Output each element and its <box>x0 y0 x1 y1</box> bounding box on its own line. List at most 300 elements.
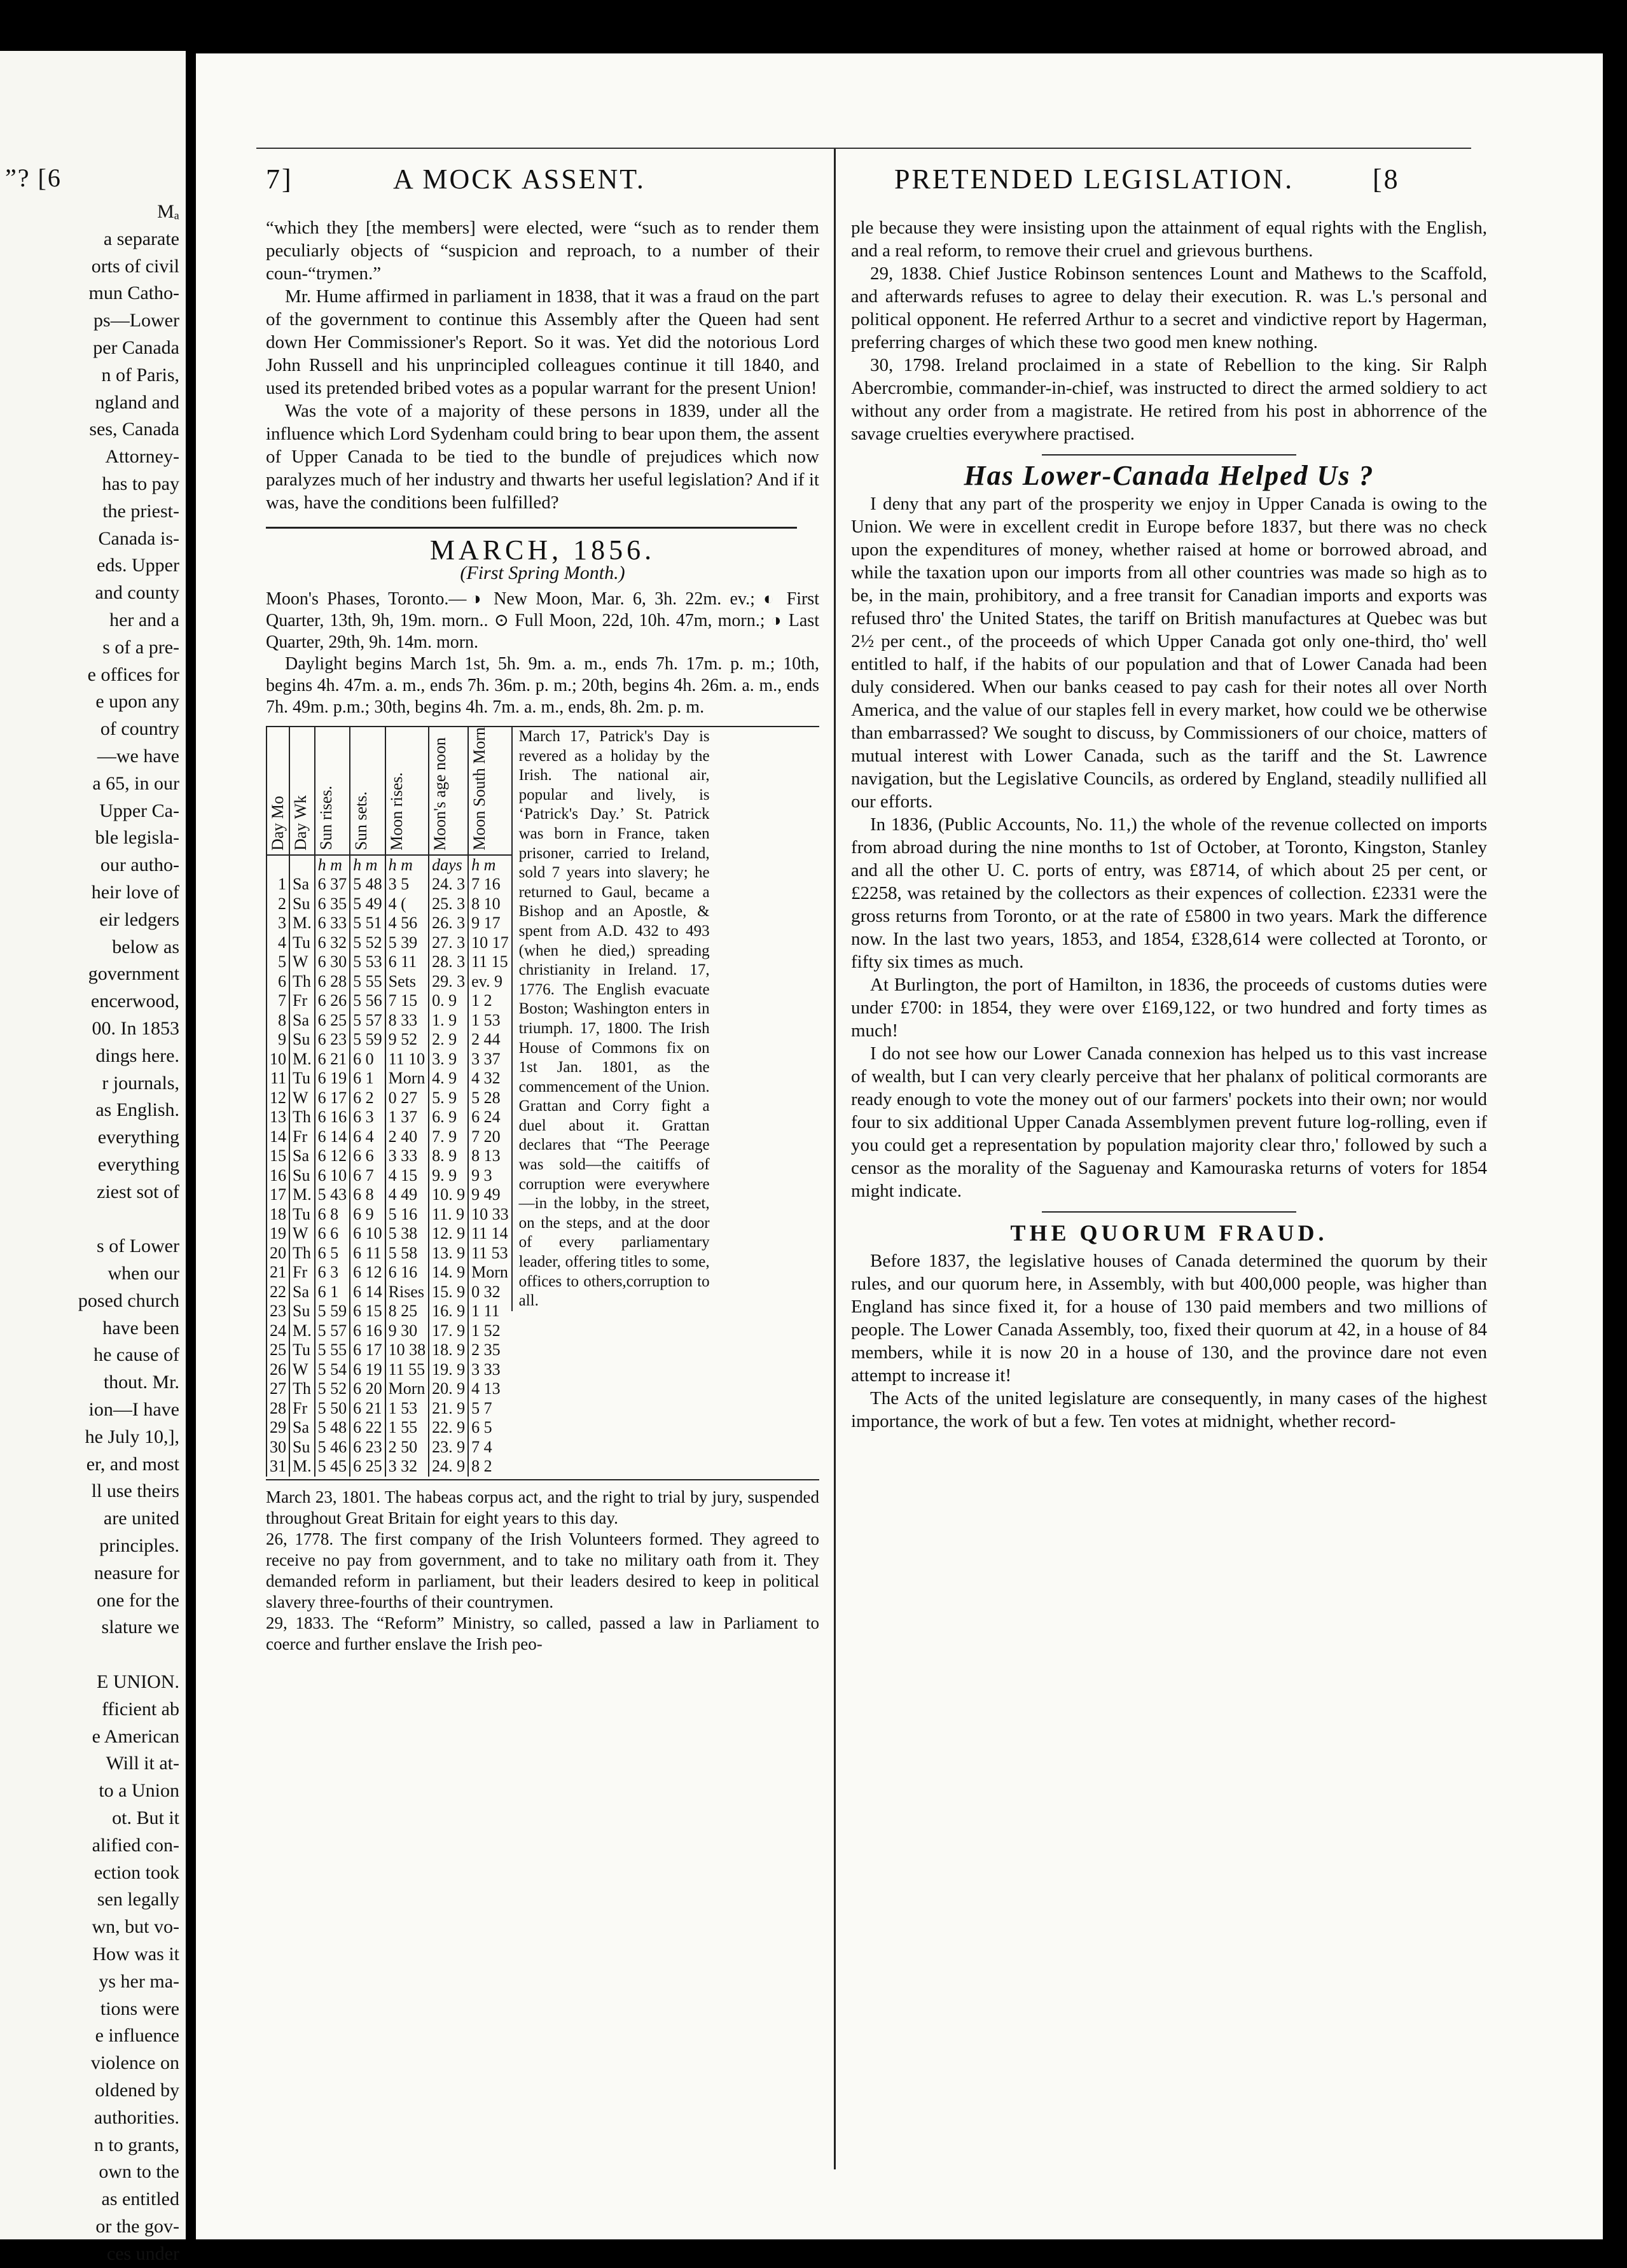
table-cell: 6 1 <box>350 1069 385 1089</box>
left-page-line: violence on <box>90 2052 179 2074</box>
section-rule <box>1042 454 1296 456</box>
table-cell: 15 <box>267 1146 289 1166</box>
left-page-line: ot. But it <box>112 1807 179 1829</box>
table-row <box>267 1069 511 1089</box>
table-cell: Tu <box>289 933 315 953</box>
table-cell: 6 8 <box>315 1205 350 1225</box>
table-row <box>267 1185 511 1205</box>
table-cell: 22. 9 <box>429 1418 468 1438</box>
left-page-line: tions were <box>100 1998 179 2019</box>
table-cell: 9 17 <box>468 914 511 933</box>
table-row <box>267 972 511 992</box>
table-bottom-rule <box>266 1479 819 1480</box>
table-cell: 6 3 <box>350 1108 385 1127</box>
almanac-section <box>266 727 819 1477</box>
table-cell: 7 <box>267 991 289 1011</box>
left-page-line: n of Paris, <box>101 364 179 386</box>
table-cell: 30 <box>267 1438 289 1458</box>
table-row <box>267 1011 511 1031</box>
table-cell: 10 38 <box>385 1340 429 1360</box>
table-cell: 8 13 <box>468 1146 511 1166</box>
left-page-text <box>6 198 179 2268</box>
table-cell: 27 <box>267 1379 289 1399</box>
table-header <box>468 727 511 855</box>
table-cell: 1 2 <box>468 991 511 1011</box>
table-cell: 18. 9 <box>429 1340 468 1360</box>
table-cell: 5 54 <box>315 1360 350 1380</box>
table-cell: 2 <box>267 894 289 914</box>
left-page-line: everything <box>97 1153 179 1175</box>
table-cell: 13 <box>267 1108 289 1127</box>
quote-block: “which they [the members] were elected, were “such as to render them peculiarly objects of “suspicion and reproach, to a number of their coun-“trymen.” <box>266 218 819 284</box>
table-cell: 4. 9 <box>429 1069 468 1089</box>
table-cell: 6 20 <box>350 1379 385 1399</box>
table-cell: 5 57 <box>350 1011 385 1031</box>
left-page-line: Attorney- <box>105 446 179 468</box>
left-page-line: Mₐ <box>157 201 179 222</box>
table-row <box>267 1438 511 1458</box>
table-cell: Th <box>289 1108 315 1127</box>
table-cell: 6. 9 <box>429 1108 468 1127</box>
table-cell: 19 <box>267 1224 289 1244</box>
left-page-line: principles. <box>99 1535 179 1557</box>
table-cell: 11 14 <box>468 1224 511 1244</box>
table-cell: 4 ( <box>385 894 429 914</box>
table-cell: 10 33 <box>468 1205 511 1225</box>
table-cell: 5 50 <box>315 1399 350 1419</box>
table-cell: 0. 9 <box>429 991 468 1011</box>
table-cell: 6 11 <box>350 1244 385 1263</box>
almanac-note: 26, 1778. The first company of the Irish Volunteers formed. They agreed to receive no pay from government, and to take no military oath from it. They demanded reform in parliament, but their leaders desired to keep in political slavery three-fourths of their countrymen. <box>266 1529 819 1611</box>
table-cell: 9. 9 <box>429 1166 468 1186</box>
left-page-line: er, and most <box>86 1453 179 1475</box>
left-page-line: eir ledgers <box>99 908 179 930</box>
table-cell: 21. 9 <box>429 1399 468 1419</box>
table-cell: 6 21 <box>350 1399 385 1419</box>
page-number-right: [8 <box>1373 163 1400 195</box>
table-cell: 9 3 <box>468 1166 511 1186</box>
table-cell: 4 32 <box>468 1069 511 1089</box>
table-cell: 6 <box>267 972 289 992</box>
left-page-line: eds. Upper <box>97 555 179 576</box>
table-cell: 27. 3 <box>429 933 468 953</box>
table-cell: 5 48 <box>350 875 385 894</box>
table-cell: 31 <box>267 1457 289 1477</box>
table-row <box>267 1283 511 1302</box>
table-cell: 8 25 <box>385 1302 429 1321</box>
left-page-line: ys her ma- <box>99 1970 179 1992</box>
table-row <box>267 952 511 972</box>
table-cell: 1 11 <box>468 1302 511 1321</box>
table-cell: Morn <box>468 1263 511 1283</box>
table-cell: 3 33 <box>385 1146 429 1166</box>
table-cell: 6 24 <box>468 1108 511 1127</box>
table-cell: 6 8 <box>350 1185 385 1205</box>
table-cell: 8. 9 <box>429 1146 468 1166</box>
left-page-line: below as <box>112 936 179 957</box>
table-row <box>267 1379 511 1399</box>
table-cell: Sa <box>289 1011 315 1031</box>
left-page-line: How was it <box>92 1944 179 1965</box>
left-page-line: ble legisla- <box>95 827 179 849</box>
left-page-line <box>6 1641 179 1669</box>
table-cell: 6 4 <box>350 1127 385 1147</box>
table-cell: W <box>289 1089 315 1108</box>
almanac-notes <box>266 1487 819 1655</box>
table-row <box>267 1244 511 1263</box>
table-row <box>267 1127 511 1147</box>
table-cell: Tu <box>289 1340 315 1360</box>
left-page-line: orts of civil <box>91 255 179 277</box>
table-cell: 6 19 <box>350 1360 385 1380</box>
almanac-title: MARCH, 1856. <box>429 534 656 566</box>
left-page-line: ll use theirs <box>91 1480 179 1502</box>
table-header-label: Sun rises. <box>316 786 335 851</box>
left-page-line: Canada is- <box>98 527 179 549</box>
table-cell: 6 22 <box>350 1418 385 1438</box>
table-cell: 6 33 <box>315 914 350 933</box>
table-cell: 6 25 <box>350 1457 385 1477</box>
left-page-line: ps—Lower <box>93 310 179 331</box>
table-cell: Fr <box>289 1127 315 1147</box>
left-page-line <box>6 1206 179 1233</box>
table-cell: 9 30 <box>385 1321 429 1341</box>
table-unit: h m <box>385 855 429 875</box>
table-row <box>267 1302 511 1321</box>
left-page-line: 00. In 1853 <box>92 1017 179 1039</box>
left-page-line: and county <box>95 582 179 604</box>
left-page-line: as English. <box>95 1099 179 1121</box>
table-cell: 10 <box>267 1050 289 1069</box>
table-cell: 12 <box>267 1089 289 1108</box>
table-cell: 3 32 <box>385 1457 429 1477</box>
table-cell: 14 <box>267 1127 289 1147</box>
table-cell: 6 12 <box>315 1146 350 1166</box>
section-heading: THE QUORUM FRAUD. <box>1010 1220 1328 1246</box>
table-cell: Su <box>289 1030 315 1050</box>
left-page-line: ses, Canada <box>89 419 179 440</box>
left-page-line: as entitled <box>101 2188 179 2210</box>
table-cell: 9 <box>267 1030 289 1050</box>
table-cell: 2. 9 <box>429 1030 468 1050</box>
table-cell: 2 40 <box>385 1127 429 1147</box>
left-page-line: thout. Mr. <box>103 1372 179 1393</box>
table-cell: 6 19 <box>315 1069 350 1089</box>
table-cell: 28 <box>267 1399 289 1419</box>
table-cell: Sa <box>289 1283 315 1302</box>
table-cell: Th <box>289 1379 315 1399</box>
table-cell: 6 23 <box>350 1438 385 1458</box>
table-row <box>267 1108 511 1127</box>
table-cell: 6 11 <box>385 952 429 972</box>
daylight-info: Daylight begins March 1st, 5h. 9m. a. m., ends 7h. 17m. p. m.; 10th, begins 4h. 47m. a. m., ends 7h. 36m. p. m.; 20th, begins 4h. 26m. a. m., ends 7h. 49m. p.m.; 30th, begins 4h. 7m. a. m., ends, 8h. 2m. p. m. <box>266 654 819 717</box>
table-cell: 7 4 <box>468 1438 511 1458</box>
left-page-line: n to grants, <box>93 2134 179 2155</box>
table-cell: Fr <box>289 1263 315 1283</box>
paragraph: 29, 1838. Chief Justice Robinson sentences Lount and Mathews to the Scaffold, and afterwards refuses to agree to delay their execution. R. was L.'s personal and political opponent. He referred Arthur to a secret and vindictive report by Hagerman, preferring charges of which these two good men knew nothing. <box>851 263 1487 352</box>
left-page-line: e influence <box>95 2025 179 2047</box>
page-number-left: 7] <box>266 163 293 195</box>
left-page-line: own to the <box>99 2161 179 2183</box>
table-cell: 5 59 <box>315 1302 350 1321</box>
left-page-line: posed church <box>78 1290 179 1311</box>
left-page-line: fficient ab <box>102 1698 179 1720</box>
table-cell: 5 53 <box>350 952 385 972</box>
paragraph: Mr. Hume affirmed in parliament in 1838, that it was a fraud on the part of the government to continue this Assembly after the Queen had sent down Her Commissioner's Report. So it was. Yet did the notorious Lord John Russell and his unprincipled colleagues continue it till 1840, and used its pretended bribed votes as a popular warrant for the present Union! <box>266 286 819 398</box>
left-page-line: he cause of <box>93 1344 179 1366</box>
table-header-label: Moon South Morn <box>470 727 489 851</box>
table-cell: 5 28 <box>468 1089 511 1108</box>
table-cell: M. <box>289 914 315 933</box>
table-header-label: Day Mo <box>268 795 287 851</box>
left-page-line: s of a pre- <box>102 636 179 658</box>
left-page-line: dings here. <box>95 1045 179 1066</box>
table-cell: W <box>289 1224 315 1244</box>
table-cell: 1 53 <box>385 1399 429 1419</box>
table-cell: 23 <box>267 1302 289 1321</box>
table-cell: 20. 9 <box>429 1379 468 1399</box>
left-page-line: e upon any <box>95 691 179 713</box>
header-rule <box>256 148 1471 149</box>
table-cell: 14. 9 <box>429 1263 468 1283</box>
table-cell: 18 <box>267 1205 289 1225</box>
left-page-line: ngland and <box>95 391 179 413</box>
table-cell: 4 13 <box>468 1379 511 1399</box>
table-row <box>267 894 511 914</box>
left-page-line: per Canada <box>93 337 179 358</box>
table-cell: 5 59 <box>350 1030 385 1050</box>
table-cell: 6 30 <box>315 952 350 972</box>
almanac-subtitle: (First Spring Month.) <box>460 562 625 583</box>
table-cell: 3 37 <box>468 1050 511 1069</box>
table-row <box>267 1166 511 1186</box>
left-page-line: e offices for <box>87 664 179 685</box>
table-cell: 12. 9 <box>429 1224 468 1244</box>
table-cell: 1 <box>267 875 289 894</box>
left-page-line: E UNION. <box>97 1671 179 1693</box>
left-page-line: have been <box>102 1317 179 1339</box>
table-cell: 10. 9 <box>429 1185 468 1205</box>
table-cell: 17. 9 <box>429 1321 468 1341</box>
table-cell: M. <box>289 1321 315 1341</box>
table-cell: 5 <box>267 952 289 972</box>
moon-phases: Moon's Phases, Toronto.—◑ New Moon, Mar. 6, 3h. 22m. ev.; ◐ First Quarter, 13th, 9h, 19m. morn.. ⊙ Full Moon, 22d, 10h. 47m, morn.; ◑ Last Quarter, 29th, 9h. 14m. morn. <box>266 589 819 652</box>
table-cell: 9 52 <box>385 1030 429 1050</box>
table-cell: 2 44 <box>468 1030 511 1050</box>
table-cell: 5 43 <box>315 1185 350 1205</box>
table-cell: 10 17 <box>468 933 511 953</box>
main-page <box>196 53 1603 2239</box>
left-column <box>266 216 819 1655</box>
table-cell: 5 58 <box>385 1244 429 1263</box>
left-page-line: everything <box>97 1127 179 1148</box>
table-cell: 6 6 <box>350 1146 385 1166</box>
table-cell: 8 33 <box>385 1011 429 1031</box>
table-row <box>267 1050 511 1069</box>
table-row <box>267 991 511 1011</box>
table-cell: 6 23 <box>315 1030 350 1050</box>
table-header <box>267 727 289 855</box>
table-cell: 4 56 <box>385 914 429 933</box>
table-cell: 6 32 <box>315 933 350 953</box>
table-row <box>267 1030 511 1050</box>
table-cell: 1 37 <box>385 1108 429 1127</box>
left-page-header: ”? [6 <box>5 163 62 192</box>
table-cell: Sa <box>289 1146 315 1166</box>
table-cell: 3. 9 <box>429 1050 468 1069</box>
left-page-line: mun Catho- <box>88 282 179 304</box>
table-unit: h m <box>315 855 350 875</box>
table-cell: Morn <box>385 1069 429 1089</box>
almanac-note: March 23, 1801. The habeas corpus act, and the right to trial by jury, suspended throughout Great Britain for eight years to this day. <box>266 1487 819 1527</box>
table-row <box>267 1205 511 1225</box>
table-cell: 7 20 <box>468 1127 511 1147</box>
table-cell: 24. 3 <box>429 875 468 894</box>
table-cell: 16 <box>267 1166 289 1186</box>
left-page-line: he July 10,], <box>85 1426 179 1447</box>
table-cell: 3 33 <box>468 1360 511 1380</box>
table-cell: 3 5 <box>385 875 429 894</box>
table-cell: 5. 9 <box>429 1089 468 1108</box>
left-page-line: a separate <box>103 228 179 249</box>
table-cell: 4 15 <box>385 1166 429 1186</box>
table-row <box>267 933 511 953</box>
table-header <box>385 727 429 855</box>
table-cell: 7 16 <box>468 875 511 894</box>
table-cell: Sa <box>289 875 315 894</box>
table-cell: 5 46 <box>315 1438 350 1458</box>
table-cell: 6 7 <box>350 1166 385 1186</box>
table-unit <box>267 855 289 875</box>
table-cell: 6 16 <box>385 1263 429 1283</box>
table-cell: 7 15 <box>385 991 429 1011</box>
left-page-line: sen legally <box>97 1889 179 1910</box>
table-header-label: Day Wk <box>291 795 310 851</box>
table-cell: 16. 9 <box>429 1302 468 1321</box>
table-cell: 11. 9 <box>429 1205 468 1225</box>
right-column <box>851 216 1487 1433</box>
table-cell: 11 53 <box>468 1244 511 1263</box>
table-cell: 24 <box>267 1321 289 1341</box>
table-cell: 2 35 <box>468 1340 511 1360</box>
table-cell: Su <box>289 1438 315 1458</box>
table-header <box>315 727 350 855</box>
table-cell: 1 55 <box>385 1418 429 1438</box>
table-cell: 17 <box>267 1185 289 1205</box>
paragraph: 30, 1798. Ireland proclaimed in a state of Rebellion to the king. Sir Ralph Abercrombie, commander-in-chief, was instructed to direct the armed soldiery to act without any order from a magistrate. He retired from his post in abhorrence of the savage cruelties everywhere practised. <box>851 355 1487 444</box>
table-cell: 25 <box>267 1340 289 1360</box>
table-cell: Fr <box>289 1399 315 1419</box>
table-cell: Sa <box>289 1418 315 1438</box>
table-cell: 3 <box>267 914 289 933</box>
paragraph: The Acts of the united legislature are consequently, in many cases of the highest importance, the work of but a few. Ten votes at midnight, whether record- <box>851 1388 1487 1431</box>
table-cell: ev. 9 <box>468 972 511 992</box>
table-unit: h m <box>468 855 511 875</box>
table-cell: Tu <box>289 1069 315 1089</box>
table-cell: 24. 9 <box>429 1457 468 1477</box>
column-divider <box>834 149 836 2169</box>
table-cell: 6 5 <box>315 1244 350 1263</box>
table-cell: 6 6 <box>315 1224 350 1244</box>
table-cell: 15. 9 <box>429 1283 468 1302</box>
left-page-line: government <box>88 963 179 985</box>
table-cell: 6 15 <box>350 1302 385 1321</box>
table-cell: 1. 9 <box>429 1011 468 1031</box>
table-row <box>267 1146 511 1166</box>
table-cell: 6 10 <box>315 1166 350 1186</box>
left-page-line: r journals, <box>102 1072 179 1094</box>
table-cell: 2 50 <box>385 1438 429 1458</box>
left-page-line: ziest sot of <box>97 1181 179 1202</box>
table-row <box>267 1089 511 1108</box>
left-page-line: alified con- <box>92 1834 179 1856</box>
table-row <box>267 1457 511 1477</box>
left-page-line: ion—I have <box>88 1399 179 1421</box>
left-page-line: to a Union <box>99 1780 179 1802</box>
table-cell: 1 52 <box>468 1321 511 1341</box>
table-cell: 5 39 <box>385 933 429 953</box>
table-cell: 21 <box>267 1263 289 1283</box>
left-page-line: —we have <box>97 745 179 767</box>
left-page-line: Will it at- <box>106 1753 179 1774</box>
paragraph: Before 1837, the legislative houses of Canada determined the quorum by their rules, and our quorum here, in Assembly, with but 400,000 people, was higher than England has since fixed it, for a house of 130 paid members and two millions of people. The Lower Canada Assembly, too, fixed their quorum at 42, in a house of 84 members, while it is now 20 in a house of 130, and the province dare not even attempt to increase it! <box>851 1251 1487 1386</box>
section-rule <box>266 527 797 529</box>
table-cell: 8 2 <box>468 1457 511 1477</box>
table-cell: 5 49 <box>350 894 385 914</box>
table-row <box>267 1418 511 1438</box>
table-cell: 4 <box>267 933 289 953</box>
table-header <box>350 727 385 855</box>
running-title-left: A MOCK ASSENT. <box>393 163 646 195</box>
table-cell: 5 56 <box>350 991 385 1011</box>
table-cell: 5 55 <box>350 972 385 992</box>
left-page-line: the priest- <box>102 500 179 522</box>
left-page-line: our autho- <box>100 854 179 876</box>
almanac-side-note: March 17, Patrick's Day is revered as a holiday by the Irish. The national air, popular and lively, is ‘Patrick's Day.’ St. Patrick was born in France, taken prisoner, carried to Ireland, sold 7 years into slavery; he returned to Gaul, became a Bishop and an Apostle, & spent from A.D. 432 to 493 (when he died,) spreading christianity in Ireland. 17, 1776. The English evacuate Boston; Washington enters in triumph. 17, 1800. The Irish House of Commons fix on 1st Jan. 1801, as the commencement of the Union. Grattan and Corry fight a duel about it. Grattan declares that “The Peerage was sold—the caitiffs of corruption were everywhere—in the lobby, in the street, on the steps, and at the door of every parliamentary leader, offering titles to some, offices to others,corruption to all. <box>511 727 710 1311</box>
paragraph: I deny that any part of the prosperity we enjoy in Upper Canada is owing to the Union. We were in excellent credit in Europe before 1837, but there was no check upon the expenditures of money, whether raised at home or borrowed abroad, and while the taxation upon our imports from all other countries was made so high as to be, in the main, prohibitory, and a free transit for Canadian imports and exports was refused thro' the United States, the tariff on British manufactures at Quebec was but 2½ per cent., of the proceeds of which Upper Canada got only one-third, tho' well entitled to half, if the habits of our population and that of Lower Canada had been duly considered. When our banks ceased to pay cash for their notes all over North America, and the value of our staples fell in every market, how could we be otherwise than embarrassed? We sought to discuss, by Commissioners of our choice, matters of mutual interest with Lower Canada, such as the tariff and the St. Lawrence navigation, but the Legislative Councils, as ordered by England, steadily nullified all our efforts. <box>851 494 1487 812</box>
left-page-line: has to pay <box>102 473 179 494</box>
left-page-line: e American <box>92 1725 179 1747</box>
almanac-note: 29, 1833. The “Reform” Ministry, so called, passed a law in Parliament to coerce and further enslave the Irish peo- <box>266 1613 819 1653</box>
left-page-line: encerwood, <box>90 991 179 1012</box>
left-page-line: of country <box>100 718 179 740</box>
paragraph: At Burlington, the port of Hamilton, in 1836, the proceeds of customs duties were under £700: in 1854, they were over £169,122, or two hundred and forty times as much! <box>851 975 1487 1041</box>
table-cell: 11 10 <box>385 1050 429 1069</box>
left-page-line: neasure for <box>93 1562 179 1583</box>
left-page-line: her and a <box>109 609 179 630</box>
table-cell: 5 45 <box>315 1457 350 1477</box>
table-cell: 29 <box>267 1418 289 1438</box>
table-cell: 26 <box>267 1360 289 1380</box>
left-page-line: slature we <box>101 1617 179 1638</box>
table-cell: 19. 9 <box>429 1360 468 1380</box>
table-cell: 29. 3 <box>429 972 468 992</box>
table-cell: 7. 9 <box>429 1127 468 1147</box>
table-cell: 6 28 <box>315 972 350 992</box>
table-cell: 6 14 <box>315 1127 350 1147</box>
table-cell: 8 <box>267 1011 289 1031</box>
paragraph: In 1836, (Public Accounts, No. 11,) the whole of the revenue collected on imports from abroad during the nine months to 1st of October, at Toronto, Kingston, Stanley and all the other U. C. ports of entry, was £8714, of which about 25 per cent, or £2258, was retained by the collectors as their expences of collection. £2331 were the gross returns from Toronto, or at the rate of £5800 in two years. Mark the difference now. In the last two years, 1853, and 1854, £328,614 were collected at Toronto, or fifty six times as much. <box>851 814 1487 972</box>
table-cell: 0 27 <box>385 1089 429 1108</box>
left-page-line: ection took <box>93 1861 179 1883</box>
table-cell: W <box>289 952 315 972</box>
table-cell: Sets <box>385 972 429 992</box>
section-rule <box>1042 1211 1296 1213</box>
table-row <box>267 1321 511 1341</box>
table-header <box>429 727 468 855</box>
table-row <box>267 875 511 894</box>
table-cell: 22 <box>267 1283 289 1302</box>
